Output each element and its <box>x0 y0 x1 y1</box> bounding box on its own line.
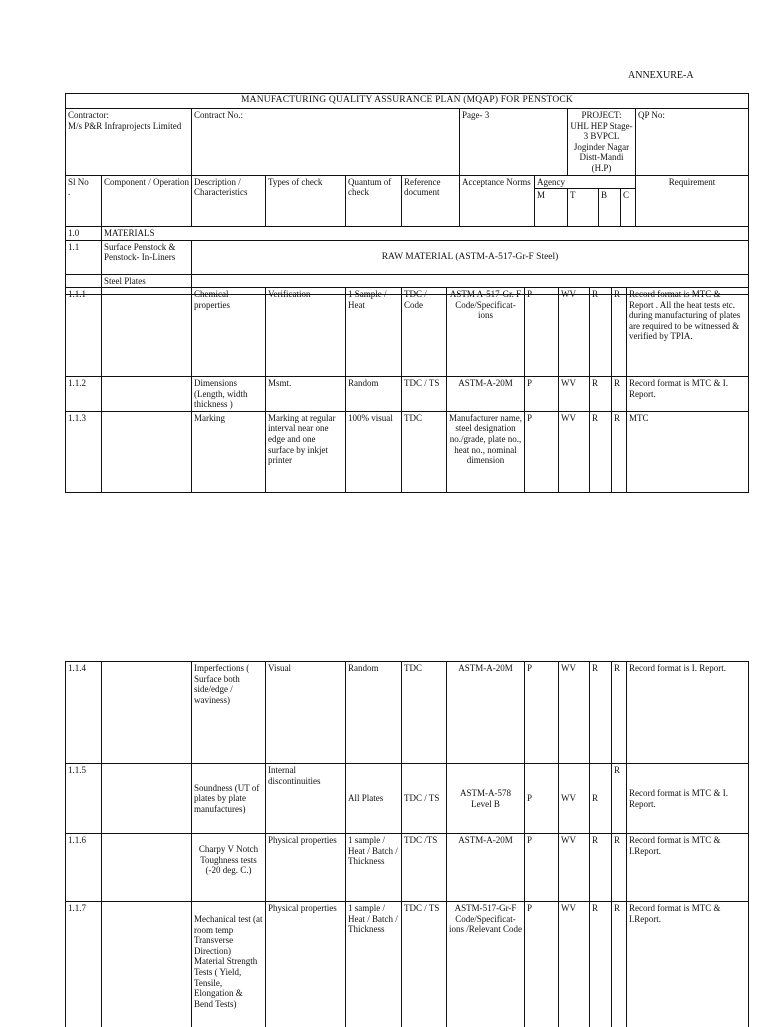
row-requirement: Record format is MTC & I. Report. <box>627 377 749 412</box>
row-agency-m: P <box>525 662 559 764</box>
annexure-label: ANNEXURE-A <box>628 70 694 81</box>
row-component <box>102 411 192 492</box>
contractor-info: Contractor: M/s P&R Infraprojects Limited <box>66 109 192 176</box>
row-acceptance: Manufacturer name, steel designation no./grade, plate no., heat no., nominal dimension <box>447 411 525 492</box>
mqap-rows-page1 <box>65 287 749 493</box>
row-reference: TDC <box>402 662 447 764</box>
steel-plates-label: Steel Plates <box>102 274 192 294</box>
row-type: Msmt. <box>266 377 346 412</box>
row-number: 1.1.3 <box>66 411 102 492</box>
table-row <box>66 834 749 902</box>
row-component <box>102 902 192 1027</box>
header-agency-c: C <box>621 189 636 227</box>
header-requirement: Requirement <box>636 175 749 227</box>
row-acceptance: ASTM-A-20M <box>447 377 525 412</box>
row-agency-b: R <box>590 834 612 902</box>
row-type: Marking at regular interval near one edge and one surface by inkjet printer <box>266 411 346 492</box>
row-type: Visual <box>266 662 346 764</box>
row-agency-m: P <box>525 834 559 902</box>
row-description: Soundness (UT of plates by plate manufactures) <box>192 764 266 834</box>
row-agency-m: P <box>525 764 559 834</box>
row-quantum: 100% visual <box>346 411 402 492</box>
row-requirement: Record format is MTC & I. Report. <box>627 764 749 834</box>
mqap-table-page1 <box>65 93 749 295</box>
row-agency-t: WV <box>559 834 590 902</box>
subsection-component: Surface Penstock & Penstock- In-Liners <box>102 240 192 274</box>
row-requirement: Record format is I. Report. <box>627 662 749 764</box>
row-number: 1.1.5 <box>66 764 102 834</box>
row-agency-b: R <box>590 764 612 834</box>
header-sl-no: Sl No . <box>66 175 102 227</box>
table-row <box>66 662 749 764</box>
row-agency-t: WV <box>559 411 590 492</box>
table-row <box>66 902 749 1027</box>
row-type: Internal discontinuities <box>266 764 346 834</box>
row-reference: TDC / TS <box>402 764 447 834</box>
row-reference: TDC / TS <box>402 902 447 1027</box>
row-description: Marking <box>192 411 266 492</box>
table-row <box>66 288 749 377</box>
row-quantum: Random <box>346 377 402 412</box>
row-requirement: Record format is MTC & Report . All the heat tests etc. during manufacturing of plates are required to be witnessed & verified by TPIA. <box>627 288 749 377</box>
row-description: Chemical properties <box>192 288 266 377</box>
row-quantum: 1 sample / Heat / Batch / Thickness <box>346 834 402 902</box>
row-quantum: 1 Sample / Heat <box>346 288 402 377</box>
section-label: MATERIALS <box>102 227 749 241</box>
row-agency-t: WV <box>559 288 590 377</box>
row-requirement: MTC <box>627 411 749 492</box>
row-number: 1.1.1 <box>66 288 102 377</box>
row-component <box>102 377 192 412</box>
subsection-number: 1.1 <box>66 240 102 274</box>
row-quantum: 1 sample / Heat / Batch / Thickness <box>346 902 402 1027</box>
row-agency-m: P <box>525 288 559 377</box>
row-component <box>102 764 192 834</box>
mqap-rows-page2 <box>65 661 749 1027</box>
row-agency-b: R <box>590 411 612 492</box>
row-requirement: Record format is MTC & I.Report. <box>627 834 749 902</box>
row-type: Verification <box>266 288 346 377</box>
header-reference: Reference document <box>402 175 460 227</box>
row-quantum: All Plates <box>346 764 402 834</box>
row-number: 1.1.2 <box>66 377 102 412</box>
header-agency: Agency <box>535 175 636 189</box>
row-description: Mechanical test (at room temp Transverse Direction) Material Strength Tests ( Yield, Tensile, Elongation & Bend Tests) <box>192 902 266 1027</box>
row-agency-c: R <box>612 902 627 1027</box>
row-quantum: Random <box>346 662 402 764</box>
row-agency-m: P <box>525 377 559 412</box>
row-type: Physical properties <box>266 902 346 1027</box>
row-agency-c: R <box>612 834 627 902</box>
row-agency-c: R <box>612 662 627 764</box>
table-row <box>66 764 749 834</box>
header-quantum: Quantum of check <box>346 175 402 227</box>
row-acceptance: ASTM A-517-Gr. F Code/Specificat-ions <box>447 288 525 377</box>
row-description: Dimensions (Length, width thickness ) <box>192 377 266 412</box>
row-description: Imperfections ( Surface both side/edge / waviness) <box>192 662 266 764</box>
row-agency-b: R <box>590 662 612 764</box>
row-agency-c: R <box>612 288 627 377</box>
row-component <box>102 834 192 902</box>
row-agency-m: P <box>525 902 559 1027</box>
table-row <box>66 411 749 492</box>
plan-title: MANUFACTURING QUALITY ASSURANCE PLAN (MQAP) FOR PENSTOCK <box>66 94 749 109</box>
header-acceptance: Acceptance Norms <box>460 175 535 227</box>
row-agency-c: R <box>612 377 627 412</box>
contract-no: Contract No.: <box>192 109 460 176</box>
row-number: 1.1.7 <box>66 902 102 1027</box>
row-agency-m: P <box>525 411 559 492</box>
qp-no: QP No: <box>636 109 749 176</box>
row-component <box>102 662 192 764</box>
row-acceptance: ASTM-A-20M <box>447 662 525 764</box>
row-reference: TDC / TS <box>402 377 447 412</box>
row-acceptance: ASTM-A-578 Level B <box>447 764 525 834</box>
header-agency-t: T <box>568 189 599 227</box>
project-info: PROJECT: UHL HEP Stage-3 BVPCL Joginder Nagar Distt-Mandi (H.P) <box>568 109 636 176</box>
header-agency-m: M <box>535 189 568 227</box>
row-agency-t: WV <box>559 377 590 412</box>
row-agency-c: R <box>612 764 627 834</box>
header-agency-b: B <box>599 189 621 227</box>
header-description: Description / Characteristics <box>192 175 266 227</box>
row-reference: TDC /TS <box>402 834 447 902</box>
row-agency-t: WV <box>559 764 590 834</box>
row-number: 1.1.4 <box>66 662 102 764</box>
row-requirement: Record format is MTC & I.Report. <box>627 902 749 1027</box>
row-acceptance: ASTM-A-20M <box>447 834 525 902</box>
row-agency-t: WV <box>559 662 590 764</box>
row-component <box>102 288 192 377</box>
table-row <box>66 377 749 412</box>
row-agency-b: R <box>590 902 612 1027</box>
row-agency-t: WV <box>559 902 590 1027</box>
raw-material-heading: RAW MATERIAL (ASTM-A-517-Gr-F Steel) <box>192 240 749 274</box>
header-types: Types of check <box>266 175 346 227</box>
row-agency-b: R <box>590 377 612 412</box>
row-agency-b: R <box>590 288 612 377</box>
row-number: 1.1.6 <box>66 834 102 902</box>
row-agency-c: R <box>612 411 627 492</box>
section-number: 1.0 <box>66 227 102 241</box>
page-number: Page- 3 <box>460 109 568 176</box>
row-type: Physical properties <box>266 834 346 902</box>
header-component: Component / Operation <box>102 175 192 227</box>
row-acceptance: ASTM-517-Gr-F Code/Specificat-ions /Relevant Code <box>447 902 525 1027</box>
row-reference: TDC <box>402 411 447 492</box>
row-description: Charpy V Notch Toughness tests (-20 deg. C.) <box>192 834 266 902</box>
row-reference: TDC / Code <box>402 288 447 377</box>
